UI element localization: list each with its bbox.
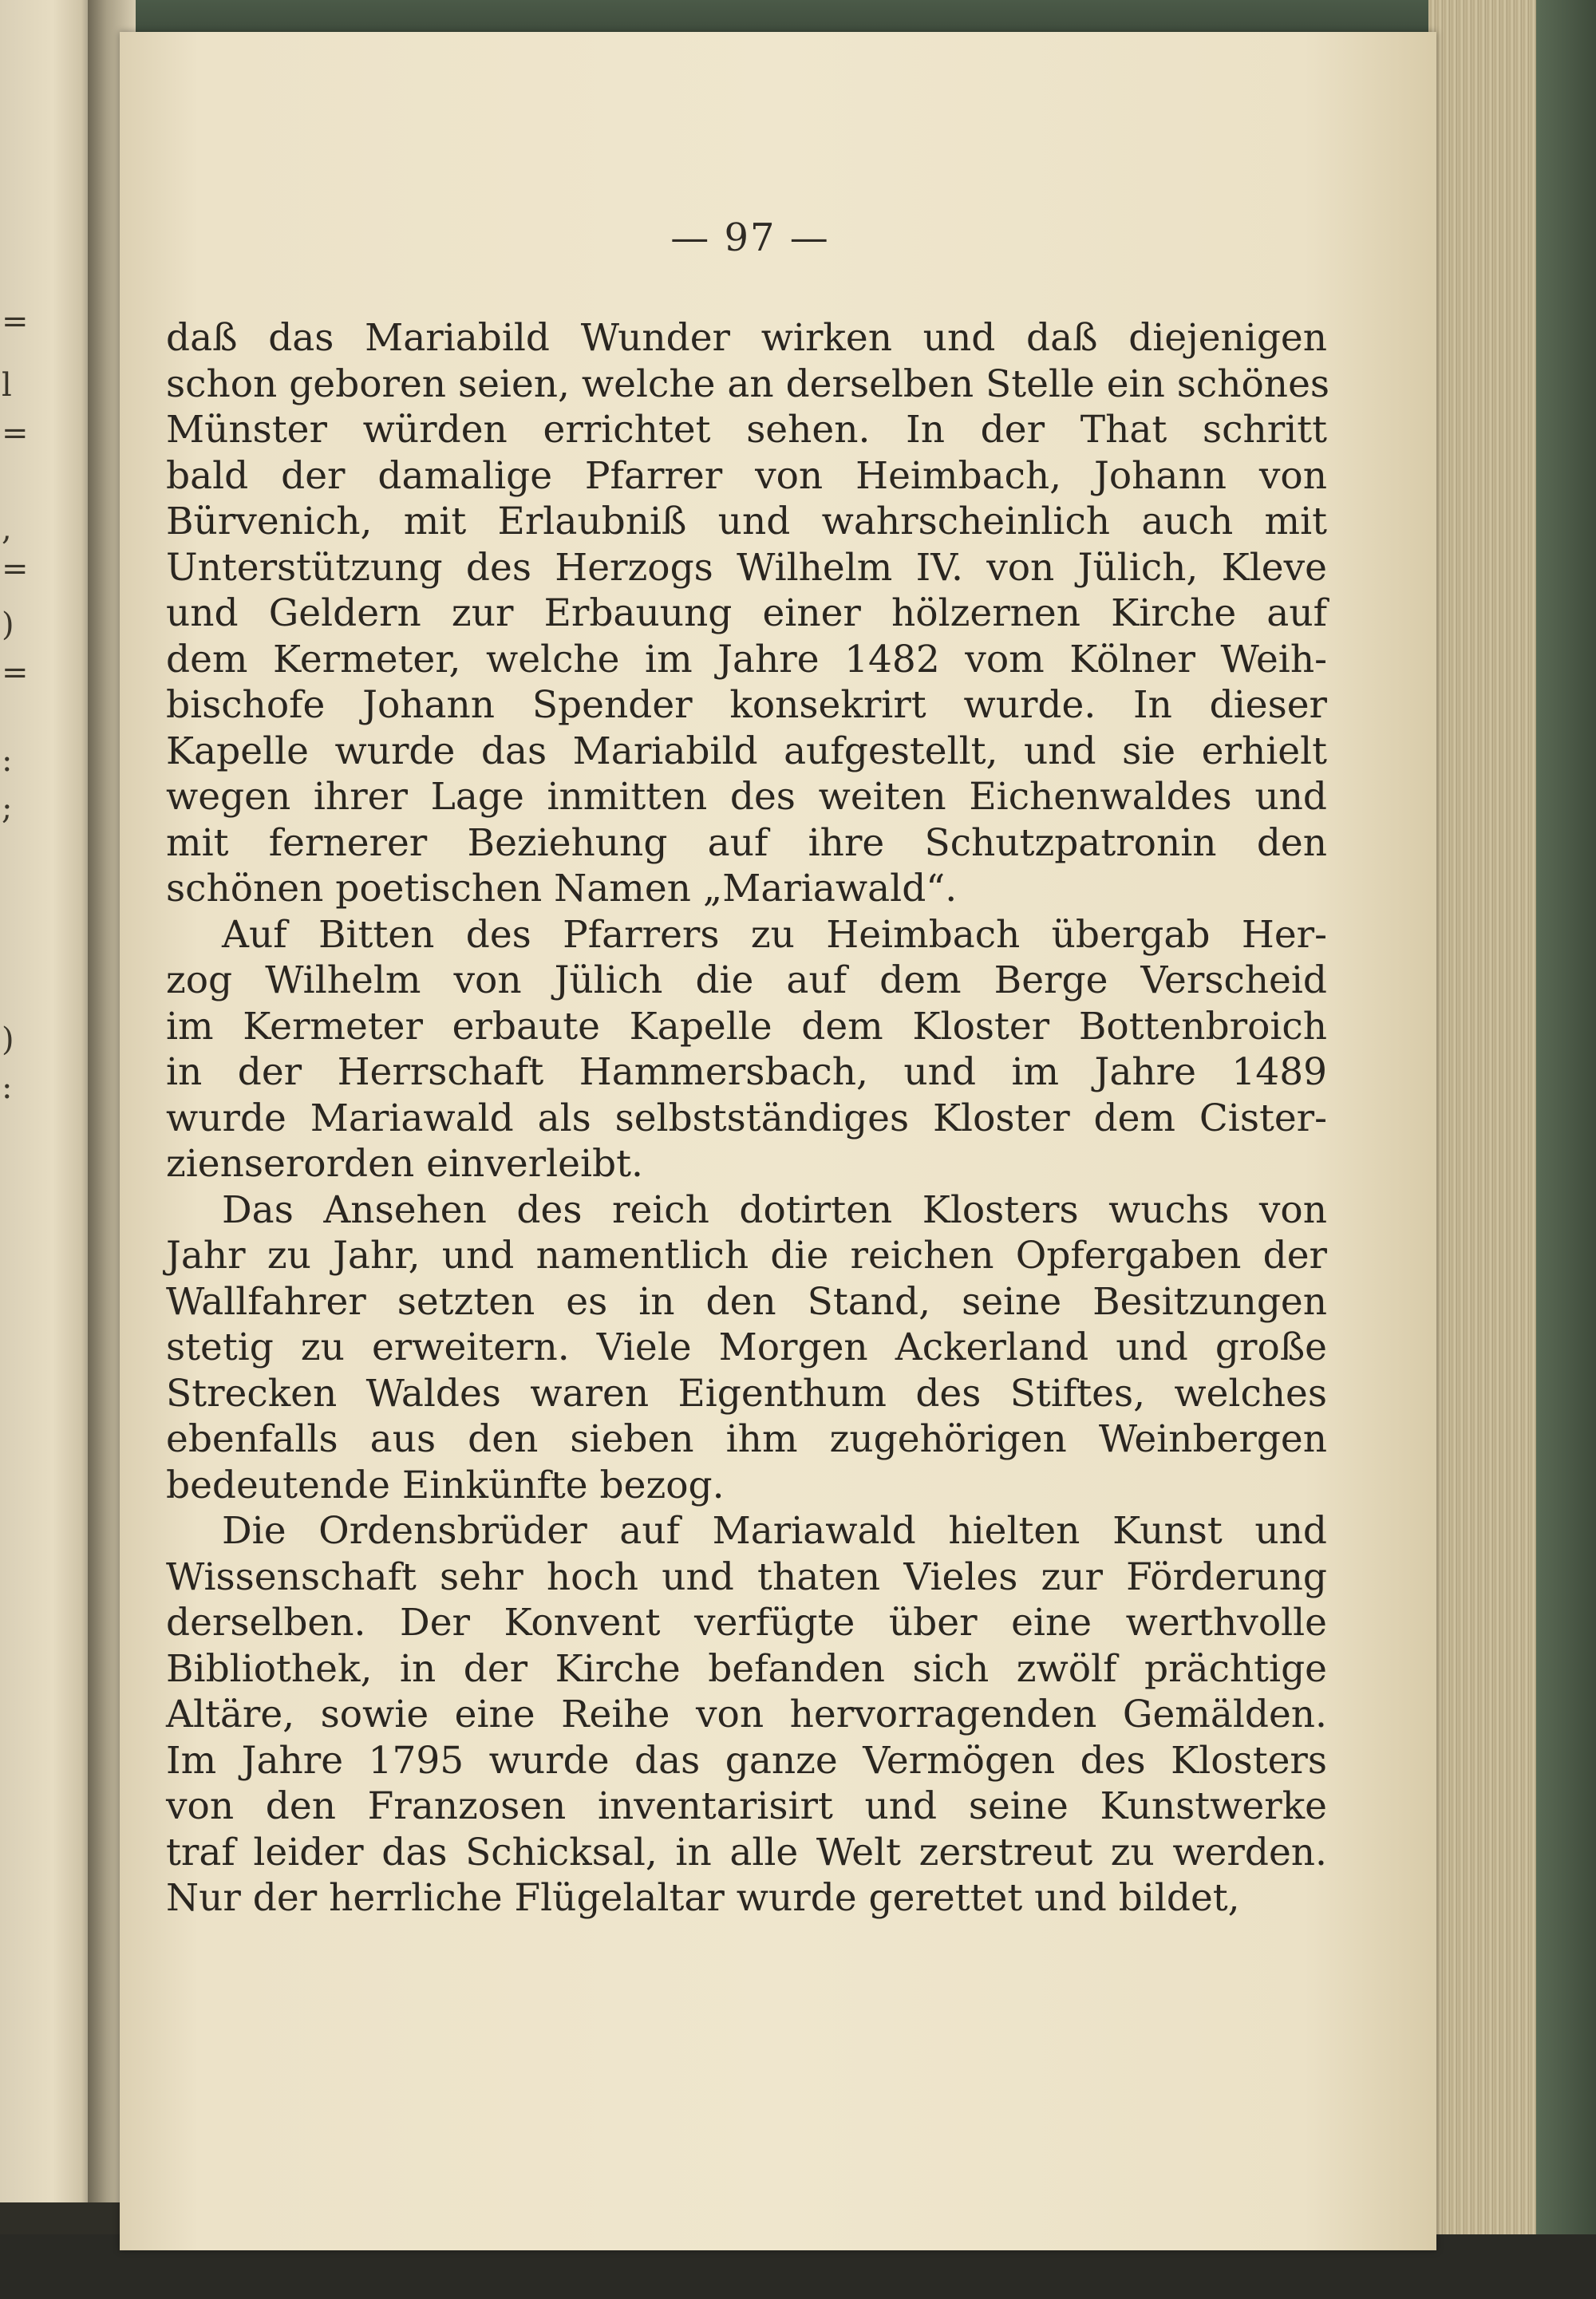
- text-line: und Geldern zur Erbauung einer hölzernen Kirche auf: [166, 591, 1327, 635]
- text-line: wegen ihrer Lage inmitten des weiten Eichenwaldes und: [166, 775, 1327, 819]
- text-line: Nur der herrliche Flügelaltar wurde gerettet und bildet,: [166, 1876, 1240, 1920]
- left-page-edge-glyph: l: [2, 367, 12, 404]
- text-line: schönen poetischen Namen „Mariawald“.: [166, 867, 958, 911]
- paragraph: [166, 912, 1327, 1187]
- text-line: traf leider das Schicksal, in alle Welt zerstreut zu werden.: [166, 1830, 1327, 1874]
- text-line: in der Herrschaft Hammersbach, und im Jahre 1489: [166, 1050, 1327, 1094]
- paragraph: [166, 315, 1330, 912]
- paragraph: [166, 1508, 1327, 1922]
- text-line: Bibliothek, in der Kirche befanden sich zwölf prächtige: [166, 1646, 1327, 1691]
- left-page-edge-glyph: =: [2, 415, 29, 452]
- text-line: Im Jahre 1795 wurde das ganze Vermögen des Klosters: [166, 1738, 1327, 1783]
- left-page-edge-glyph: =: [2, 654, 29, 691]
- text-line: Bürvenich, mit Erlaubniß und wahrscheinlich auch mit: [166, 500, 1327, 543]
- text-line: zienserorden einverleibt.: [166, 1142, 643, 1186]
- text-line: Kapelle wurde das Mariabild aufgestellt, und sie erhielt: [166, 729, 1327, 773]
- left-page-edge-glyph: ;: [2, 790, 13, 827]
- text-line: Das Ansehen des reich dotirten Klosters wuchs von: [222, 1187, 1327, 1232]
- left-page-edge-glyph: :: [2, 742, 13, 779]
- text-line: von den Franzosen inventarisirt und seine Kunstwerke: [166, 1784, 1327, 1828]
- text-line: Jahr zu Jahr, und namentlich die reichen Opfergaben der: [166, 1234, 1327, 1278]
- left-page-edge-glyph: ): [2, 1021, 14, 1058]
- text-line: schon geboren seien, welche an derselben Stelle ein schönes: [166, 361, 1330, 406]
- text-line: stetig zu erweitern. Viele Morgen Ackerland und große: [166, 1325, 1327, 1369]
- text-line: dem Kermeter, welche im Jahre 1482 vom Kölner Weih-: [166, 637, 1327, 681]
- left-page-edge-glyph: =: [2, 551, 29, 587]
- book-cover-right: [1536, 0, 1596, 2299]
- text-line: bald der damalige Pfarrer von Heimbach, Johann von: [166, 453, 1327, 498]
- text-line: Wissenschaft sehr hoch und thaten Vieles zur Förderung: [166, 1554, 1327, 1599]
- text-line: Münster würden errichtet sehen. In der That schritt: [166, 408, 1327, 452]
- text-line: Strecken Waldes waren Eigenthum des Stiftes, welches: [166, 1371, 1327, 1416]
- text-line: Unterstützung des Herzogs Wilhelm IV. von Jülich, Kleve: [166, 545, 1327, 590]
- text-line: mit fernerer Beziehung auf ihre Schutzpatronin den: [166, 820, 1327, 865]
- left-page-edge-glyph: =: [2, 303, 29, 340]
- text-line: derselben. Der Konvent verfügte über eine werthvolle: [166, 1601, 1327, 1645]
- text-line: Auf Bitten des Pfarrers zu Heimbach übergab Her-: [222, 912, 1327, 957]
- text-line: daß das Mariabild Wunder wirken und daß diejenigen: [166, 316, 1327, 360]
- left-page-edge-glyph: ): [2, 606, 14, 643]
- page-number: — 97 —: [670, 215, 830, 260]
- paragraph: [166, 1187, 1327, 1509]
- text-line: bischofe Johann Spender konsekrirt wurde. In dieser: [166, 683, 1327, 727]
- text-line: zog Wilhelm von Jülich die auf dem Berge Verscheid: [166, 958, 1327, 1002]
- left-page-edge-glyph: :: [2, 1069, 13, 1106]
- page-text: [166, 315, 1330, 1922]
- text-line: im Kermeter erbaute Kapelle dem Kloster Bottenbroich: [166, 1004, 1327, 1049]
- text-line: Wallfahrer setzten es in den Stand, seine Besitzungen: [166, 1279, 1327, 1324]
- text-line: ebenfalls aus den sieben ihm zugehörigen Weinbergen: [166, 1417, 1327, 1461]
- left-page-edge-glyph: ,: [2, 511, 12, 547]
- text-line: Altäre, sowie eine Reihe von hervorragenden Gemälden.: [166, 1693, 1327, 1736]
- text-line: Die Ordensbrüder auf Mariawald hielten Kunst und: [222, 1509, 1327, 1553]
- text-line: bedeutende Einkünfte bezog.: [166, 1463, 725, 1507]
- text-line: wurde Mariawald als selbstständiges Kloster dem Cister-: [166, 1096, 1327, 1140]
- left-facing-page: [0, 0, 96, 2202]
- book-page: [120, 32, 1436, 2250]
